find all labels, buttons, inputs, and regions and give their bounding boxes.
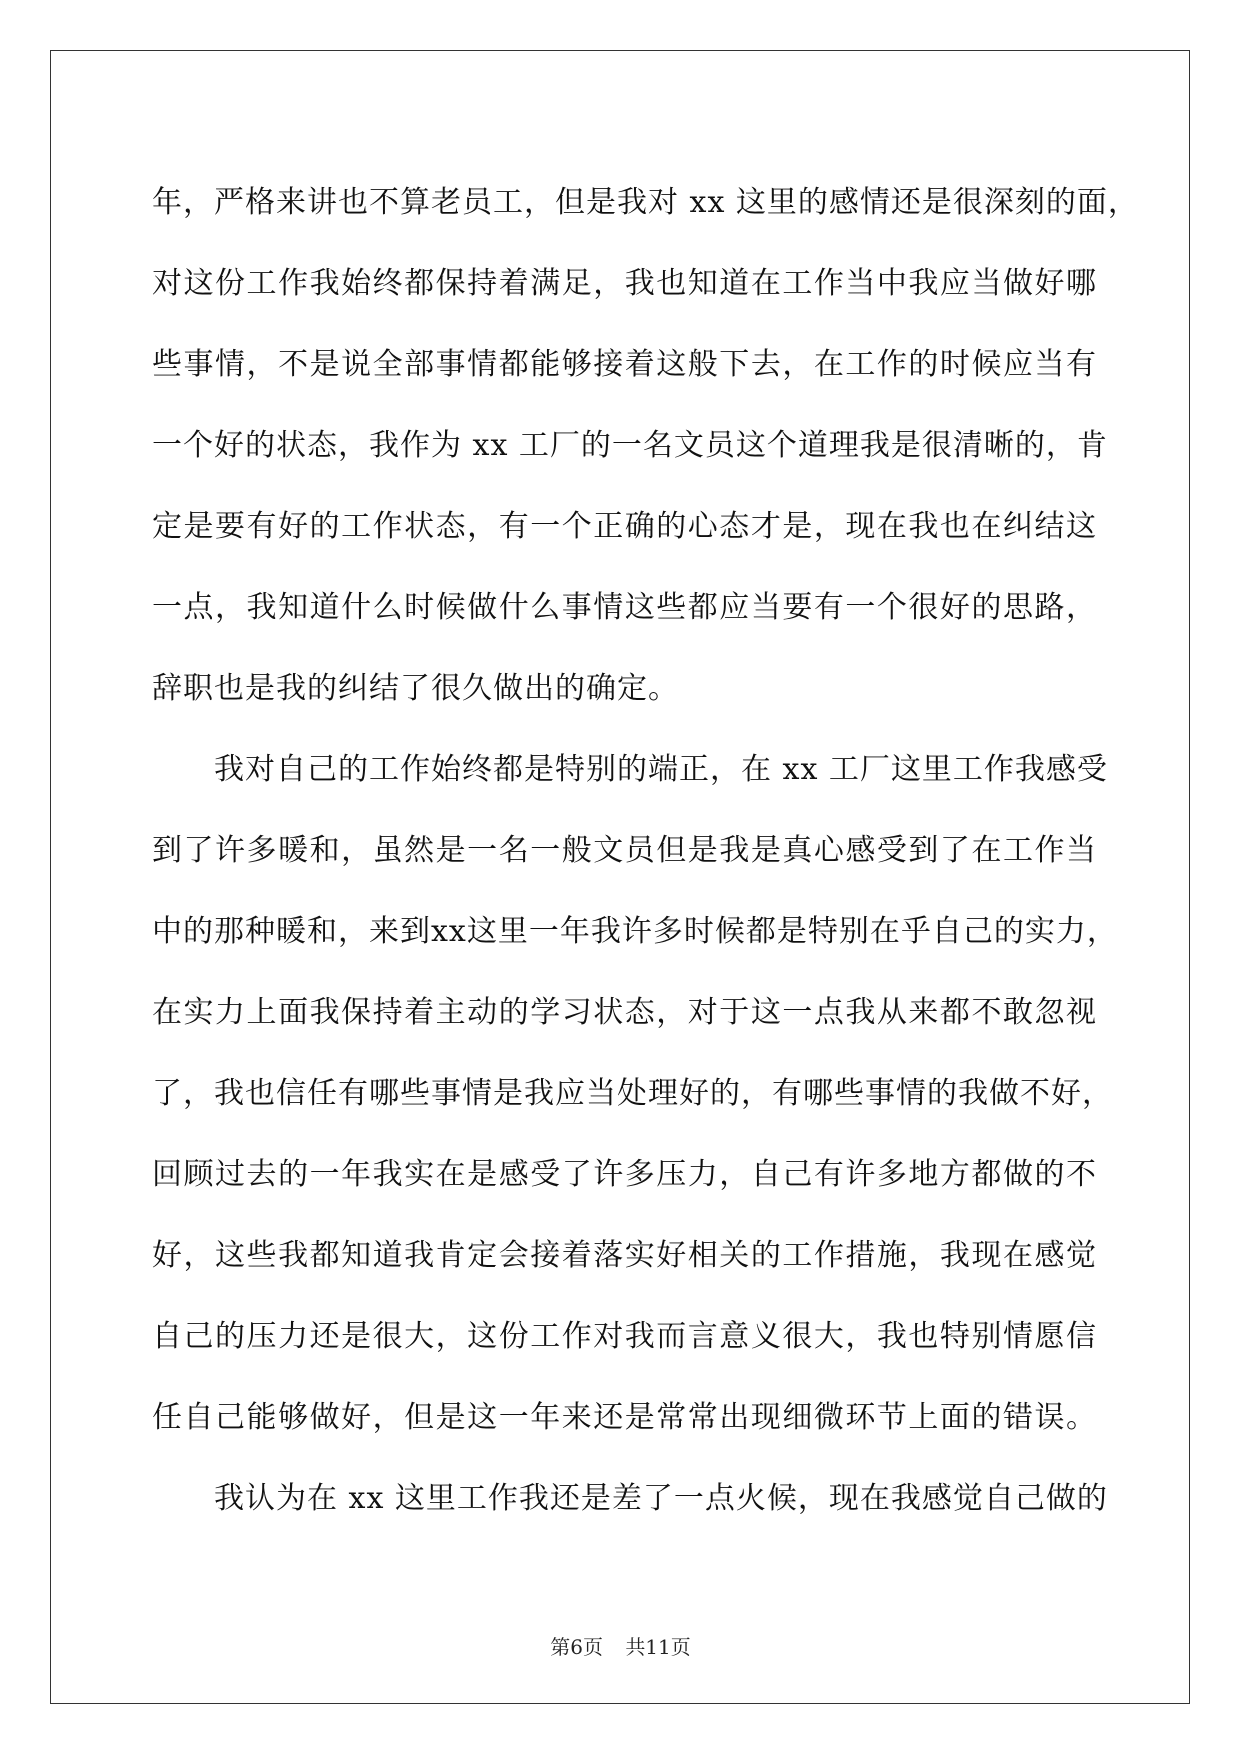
text-line: 一个好的状态，我作为 xx 工厂的一名文员这个道理我是很清晰的，肯 — [152, 428, 1108, 463]
text-line: 辞职也是我的纠结了很久做出的确定。 — [152, 671, 679, 706]
page-number: 第6页 — [550, 1635, 603, 1659]
text-line: 年，严格来讲也不算老员工，但是我对 xx 这里的感情还是很深刻的面， — [152, 185, 1139, 220]
text-line: 我认为在 xx 这里工作我还是差了一点火候，现在我感觉自己做的 — [214, 1481, 1108, 1516]
text-line: 定是要有好的工作状态，有一个正确的心态才是，现在我也在纠结这 — [152, 509, 1097, 544]
text-line: 到了许多暖和，虽然是一名一般文员但是我是真心感受到了在工作当 — [152, 833, 1097, 868]
text-line: 中的那种暖和，来到xx这里一年我许多时候都是特别在乎自己的实力， — [152, 914, 1118, 949]
text-line: 在实力上面我保持着主动的学习状态，对于这一点我从来都不敢忽视 — [152, 995, 1097, 1030]
page-total: 共11页 — [625, 1635, 691, 1659]
text-line: 好，这些我都知道我肯定会接着落实好相关的工作措施，我现在感觉 — [152, 1238, 1097, 1273]
text-line: 回顾过去的一年我实在是感受了许多压力，自己有许多地方都做的不 — [152, 1157, 1097, 1192]
text-line: 对这份工作我始终都保持着满足，我也知道在工作当中我应当做好哪 — [152, 266, 1097, 301]
text-line: 一点，我知道什么时候做什么事情这些都应当要有一个很好的思路， — [152, 590, 1097, 625]
text-line: 我对自己的工作始终都是特别的端正，在 xx 工厂这里工作我感受 — [214, 752, 1108, 787]
text-line: 些事情，不是说全部事情都能够接着这般下去，在工作的时候应当有 — [152, 347, 1097, 382]
text-line: 自己的压力还是很大，这份工作对我而言意义很大，我也特别情愿信 — [152, 1319, 1097, 1354]
page-footer — [0, 1634, 1241, 1660]
text-line: 了，我也信任有哪些事情是我应当处理好的，有哪些事情的我做不好， — [152, 1076, 1113, 1111]
document-body — [152, 162, 1139, 1539]
text-line: 任自己能够做好，但是这一年来还是常常出现细微环节上面的错误。 — [152, 1400, 1097, 1435]
